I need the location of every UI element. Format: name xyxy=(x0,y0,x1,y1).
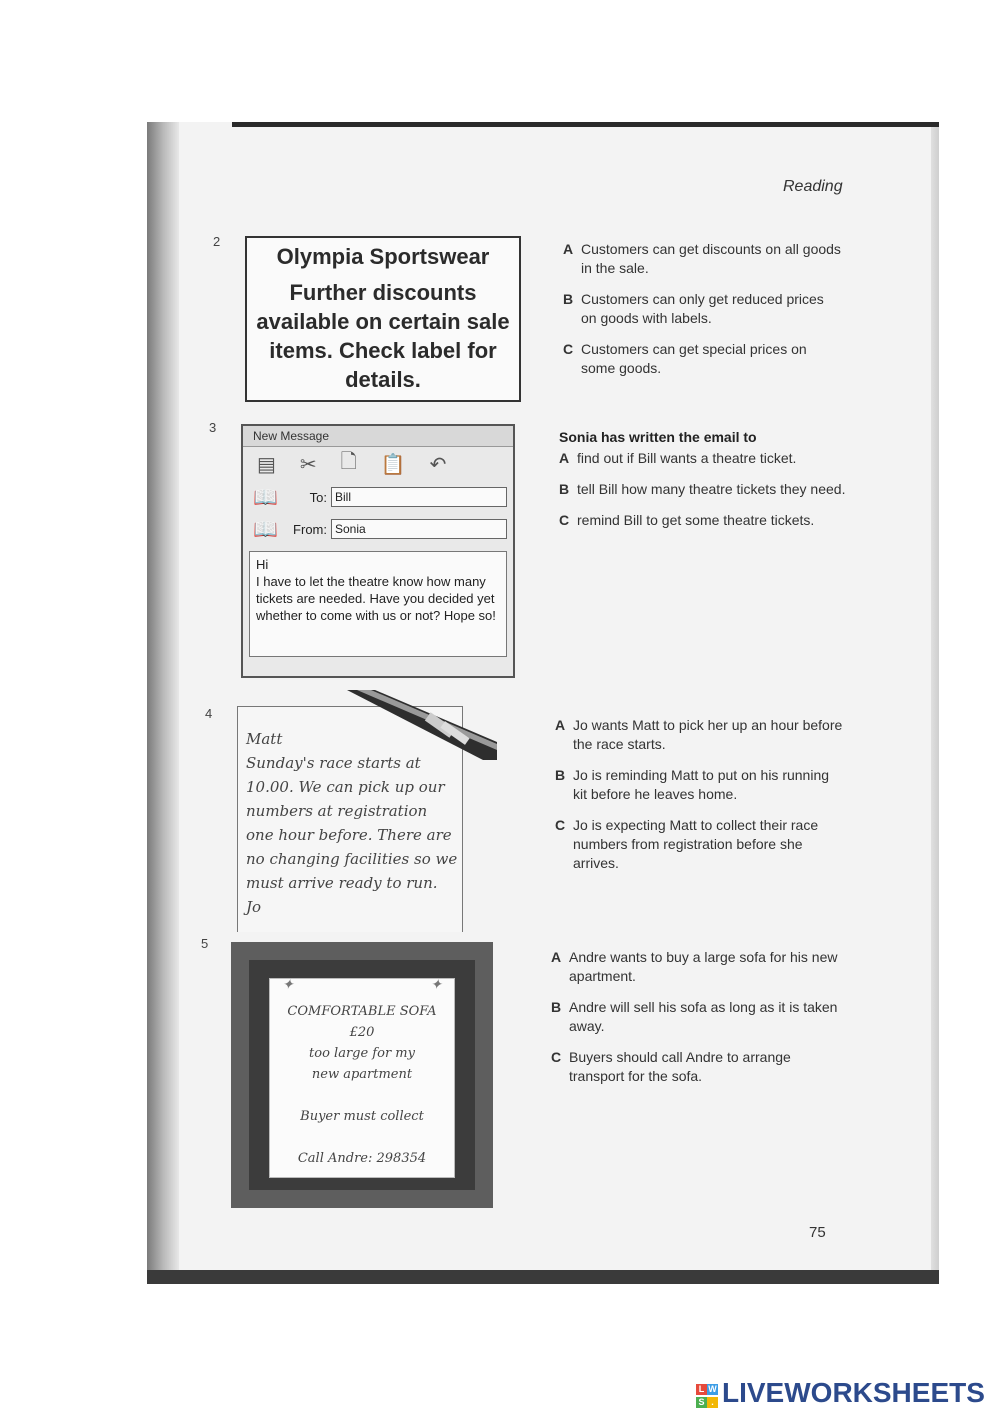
from-field: Sonia xyxy=(331,519,507,539)
copy-icon: 🗋 xyxy=(340,451,357,473)
page-top-border xyxy=(232,122,939,127)
option-3c[interactable]: C remind Bill to get some theatre tickets. xyxy=(559,512,815,528)
undo-icon: ↶ xyxy=(429,453,447,476)
note-recipient: Matt xyxy=(246,730,283,748)
option-4a[interactable]: A Jo wants Matt to pick her up an hour before the race starts. xyxy=(555,717,843,752)
note-body: Sunday's race starts at 10.00. We can pick up our numbers at registration one hour before. There are no changing facilities so we must arrive ready to run. xyxy=(246,754,458,892)
sportswear-notice xyxy=(245,236,521,402)
sign-line-3: too large for my new apartment xyxy=(309,1046,415,1082)
send-icon: ▤ xyxy=(257,453,276,476)
page-bottom-border xyxy=(147,1270,939,1284)
question-3-stem: Sonia has written the email to xyxy=(559,429,757,445)
from-label: From: xyxy=(293,521,327,537)
sign-line-2: £20 xyxy=(349,1025,375,1040)
question-number-2: 2 xyxy=(213,234,221,249)
option-2c[interactable]: C Customers can get special prices on some goods. xyxy=(563,341,807,376)
question-5-options xyxy=(551,948,841,1098)
sign-line-5: Call Andre: 298354 xyxy=(297,1151,427,1166)
option-3a[interactable]: A find out if Bill wants a theatre ticket. xyxy=(559,450,797,466)
address-book-icon: 📖 xyxy=(253,518,278,541)
liveworksheets-logo xyxy=(696,1377,985,1409)
option-5a[interactable]: A Andre wants to buy a large sofa for his new apartment. xyxy=(551,949,838,984)
notice-title: Olympia Sportswear xyxy=(276,244,490,269)
note-signature: Jo xyxy=(246,898,262,916)
notice-body: Further discounts available on certain sale items. Check label for details. xyxy=(256,280,510,392)
page-spine-shadow xyxy=(147,122,179,1284)
noticeboard-frame xyxy=(231,942,493,1208)
question-4-options xyxy=(555,716,845,885)
email-toolbar xyxy=(243,447,513,481)
option-4c[interactable]: C Jo is expecting Matt to collect their race numbers from registration before she arrives. xyxy=(555,817,819,871)
option-2b[interactable]: B Customers can only get reduced prices on goods with labels. xyxy=(563,291,824,326)
email-body xyxy=(249,551,507,657)
question-number-4: 4 xyxy=(205,706,213,721)
sofa-sign xyxy=(269,978,455,1178)
running-head: Reading xyxy=(783,178,843,195)
question-2-options xyxy=(563,240,843,390)
email-to-row xyxy=(243,481,513,513)
option-5b[interactable]: B Andre will sell his sofa as long as it is taken away. xyxy=(551,999,838,1034)
cut-icon: ✂ xyxy=(299,453,317,476)
email-window xyxy=(241,424,515,678)
page-right-edge xyxy=(931,122,939,1284)
book-page xyxy=(147,122,939,1284)
to-field: Bill xyxy=(331,487,507,507)
brand-mark-icon: L W S . xyxy=(696,1382,720,1408)
sign-line-4: Buyer must collect xyxy=(300,1109,424,1124)
to-label: To: xyxy=(309,489,327,505)
brand-name: LIVEWORKSHEETS xyxy=(722,1377,985,1408)
option-5c[interactable]: C Buyers should call Andre to arrange transport for the sofa. xyxy=(551,1049,791,1084)
sign-line-1: COMFORTABLE SOFA xyxy=(287,1004,437,1019)
option-3b[interactable]: B tell Bill how many theatre tickets they need. xyxy=(559,481,846,497)
question-number-3: 3 xyxy=(209,420,217,435)
pen-illustration xyxy=(347,690,497,760)
pin-icon: ✦ xyxy=(282,977,294,993)
address-book-icon: 📖 xyxy=(253,486,278,509)
option-4b[interactable]: B Jo is reminding Matt to put on his running kit before he leaves home. xyxy=(555,767,830,802)
question-3-options xyxy=(559,428,849,542)
option-2a[interactable]: A Customers can get discounts on all goods in the sale. xyxy=(563,241,841,276)
email-greeting: Hi xyxy=(256,557,269,572)
email-text: I have to let the theatre know how many tickets are needed. Have you decided yet whether to come with us or not? Hope so! xyxy=(256,574,496,623)
email-title-bar: New Message xyxy=(243,426,513,447)
question-number-5: 5 xyxy=(201,936,209,951)
page-number: 75 xyxy=(809,1224,826,1241)
paste-icon: 📋 xyxy=(380,453,406,476)
pin-icon: ✦ xyxy=(430,977,442,993)
email-from-row xyxy=(243,513,513,545)
